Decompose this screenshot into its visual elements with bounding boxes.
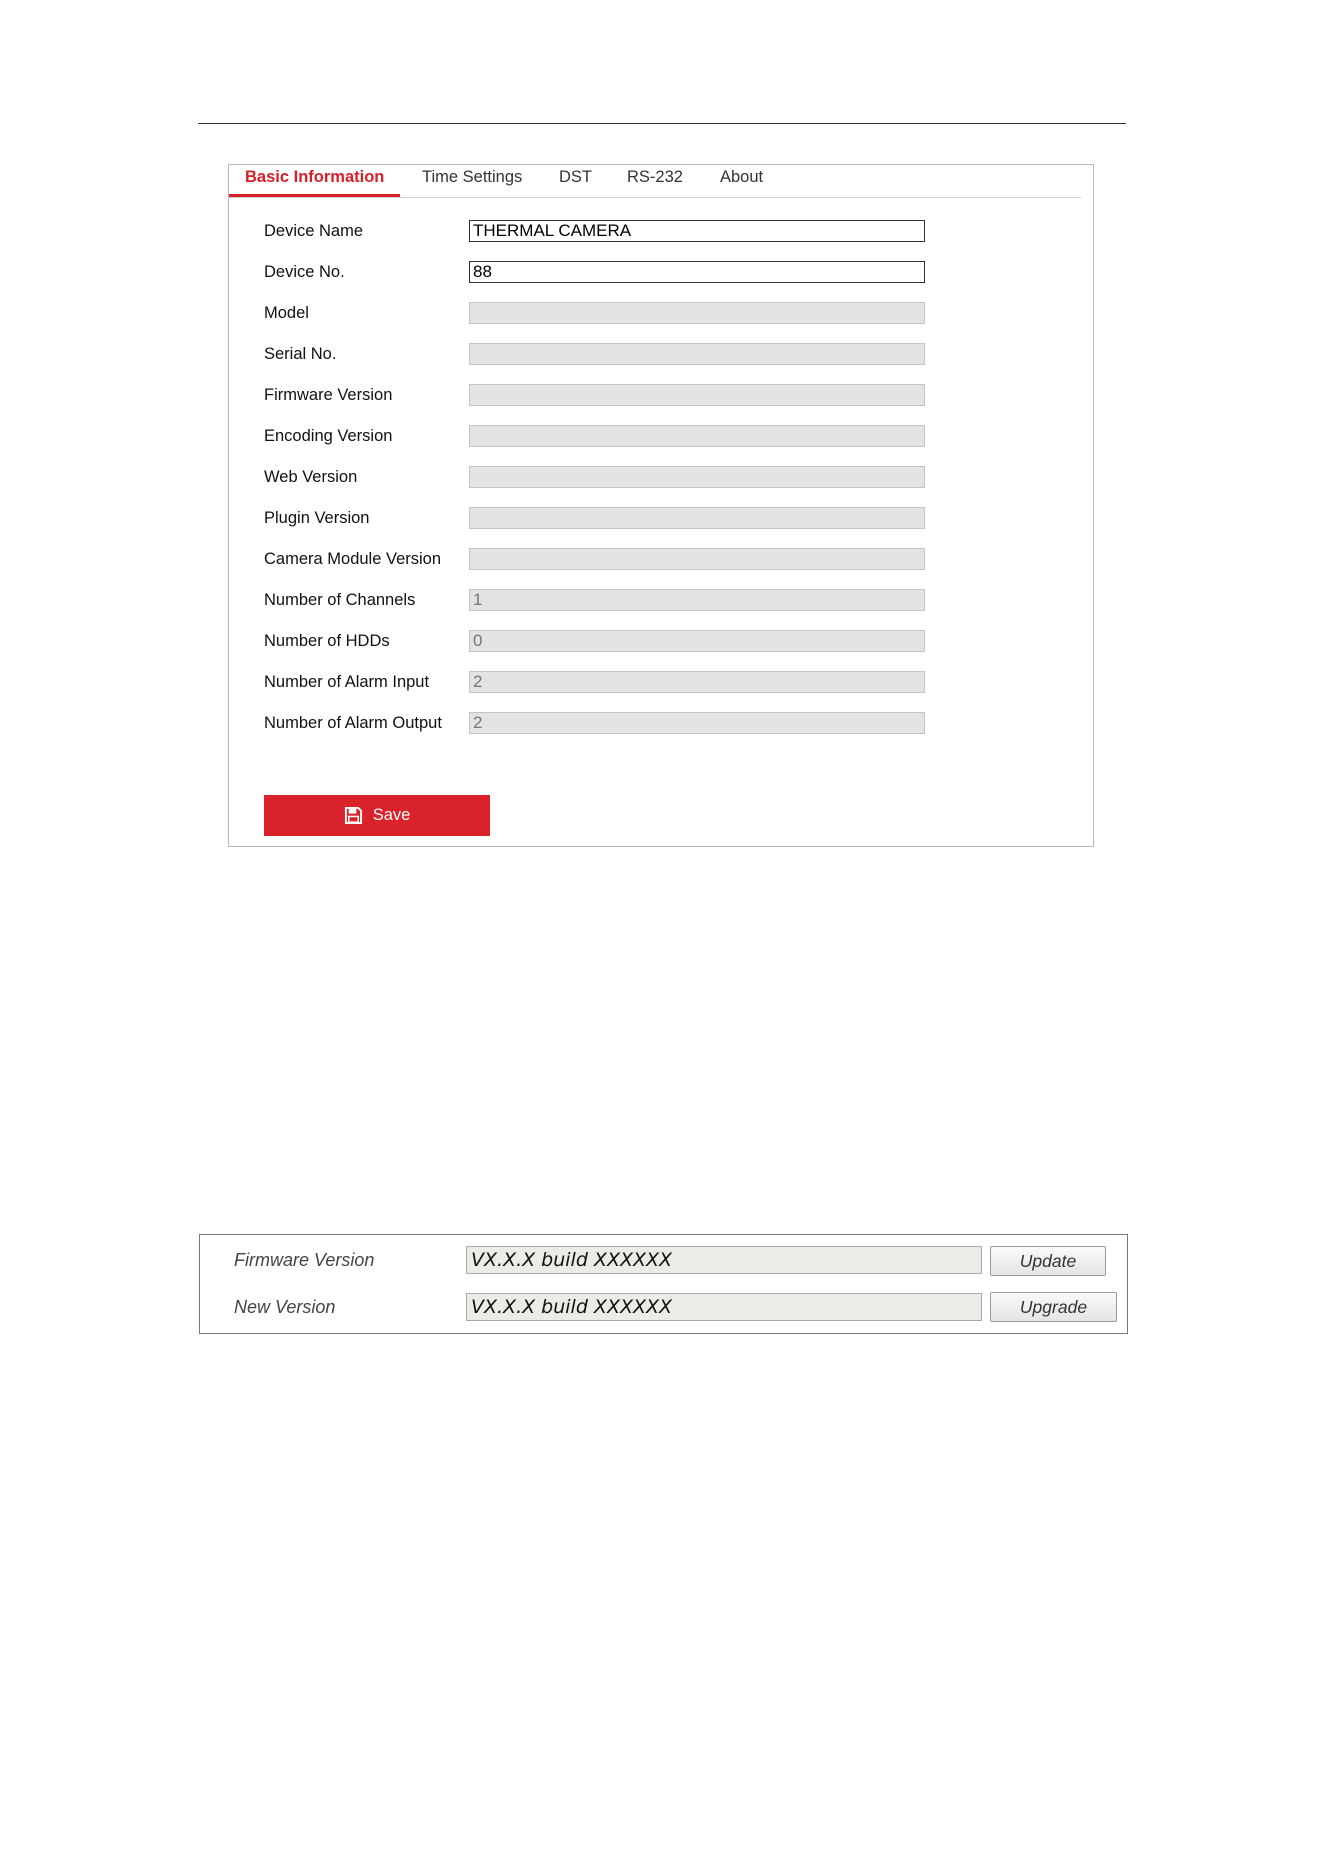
upgrade-button[interactable]: Upgrade	[990, 1292, 1117, 1322]
basic-information-panel	[228, 164, 1094, 847]
tab-about[interactable]: About	[720, 168, 764, 186]
tab-bar	[229, 165, 1081, 198]
number-of-alarm-input-field	[469, 671, 925, 693]
firmware-version-label-2: Firmware Version	[234, 1250, 375, 1270]
web-version-label: Web Version	[264, 468, 358, 486]
number-of-alarm-output-label: Number of Alarm Output	[264, 714, 442, 732]
model-field	[469, 302, 925, 324]
save-button-label: Save	[372, 806, 411, 824]
plugin-version-field	[469, 507, 925, 529]
new-version-value: VX.X.X build XXXXXX	[466, 1293, 982, 1321]
device-name-input[interactable]	[469, 220, 925, 242]
update-button[interactable]: Update	[990, 1246, 1106, 1276]
number-of-channels-field	[469, 589, 925, 611]
camera-module-version-label: Camera Module Version	[264, 550, 442, 568]
camera-module-version-field	[469, 548, 925, 570]
firmware-version-value: VX.X.X build XXXXXX	[466, 1246, 982, 1274]
tab-dst[interactable]: DST	[559, 168, 592, 186]
tab-basic-information[interactable]: Basic Information	[229, 168, 400, 197]
firmware-upgrade-panel	[199, 1234, 1128, 1334]
serial-no-label: Serial No.	[264, 345, 337, 363]
number-of-hdds-label: Number of HDDs	[264, 632, 390, 650]
model-label: Model	[264, 304, 309, 322]
plugin-version-label: Plugin Version	[264, 509, 370, 527]
new-version-label: New Version	[234, 1297, 336, 1317]
number-of-channels-label: Number of Channels	[264, 591, 416, 609]
floppy-disk-icon	[344, 806, 363, 825]
number-of-alarm-output-field	[469, 712, 925, 734]
device-name-label: Device Name	[264, 222, 364, 240]
header-rule	[198, 123, 1126, 124]
serial-no-field	[469, 343, 925, 365]
web-version-field	[469, 466, 925, 488]
save-button[interactable]	[264, 795, 490, 836]
encoding-version-label: Encoding Version	[264, 427, 393, 445]
device-no-input[interactable]	[469, 261, 925, 283]
number-of-hdds-field	[469, 630, 925, 652]
firmware-version-label: Firmware Version	[264, 386, 393, 404]
tab-rs-232[interactable]: RS-232	[627, 168, 683, 186]
number-of-alarm-input-label: Number of Alarm Input	[264, 673, 430, 691]
firmware-version-field	[469, 384, 925, 406]
encoding-version-field	[469, 425, 925, 447]
tab-time-settings[interactable]: Time Settings	[422, 168, 523, 186]
device-no-label: Device No.	[264, 263, 345, 281]
